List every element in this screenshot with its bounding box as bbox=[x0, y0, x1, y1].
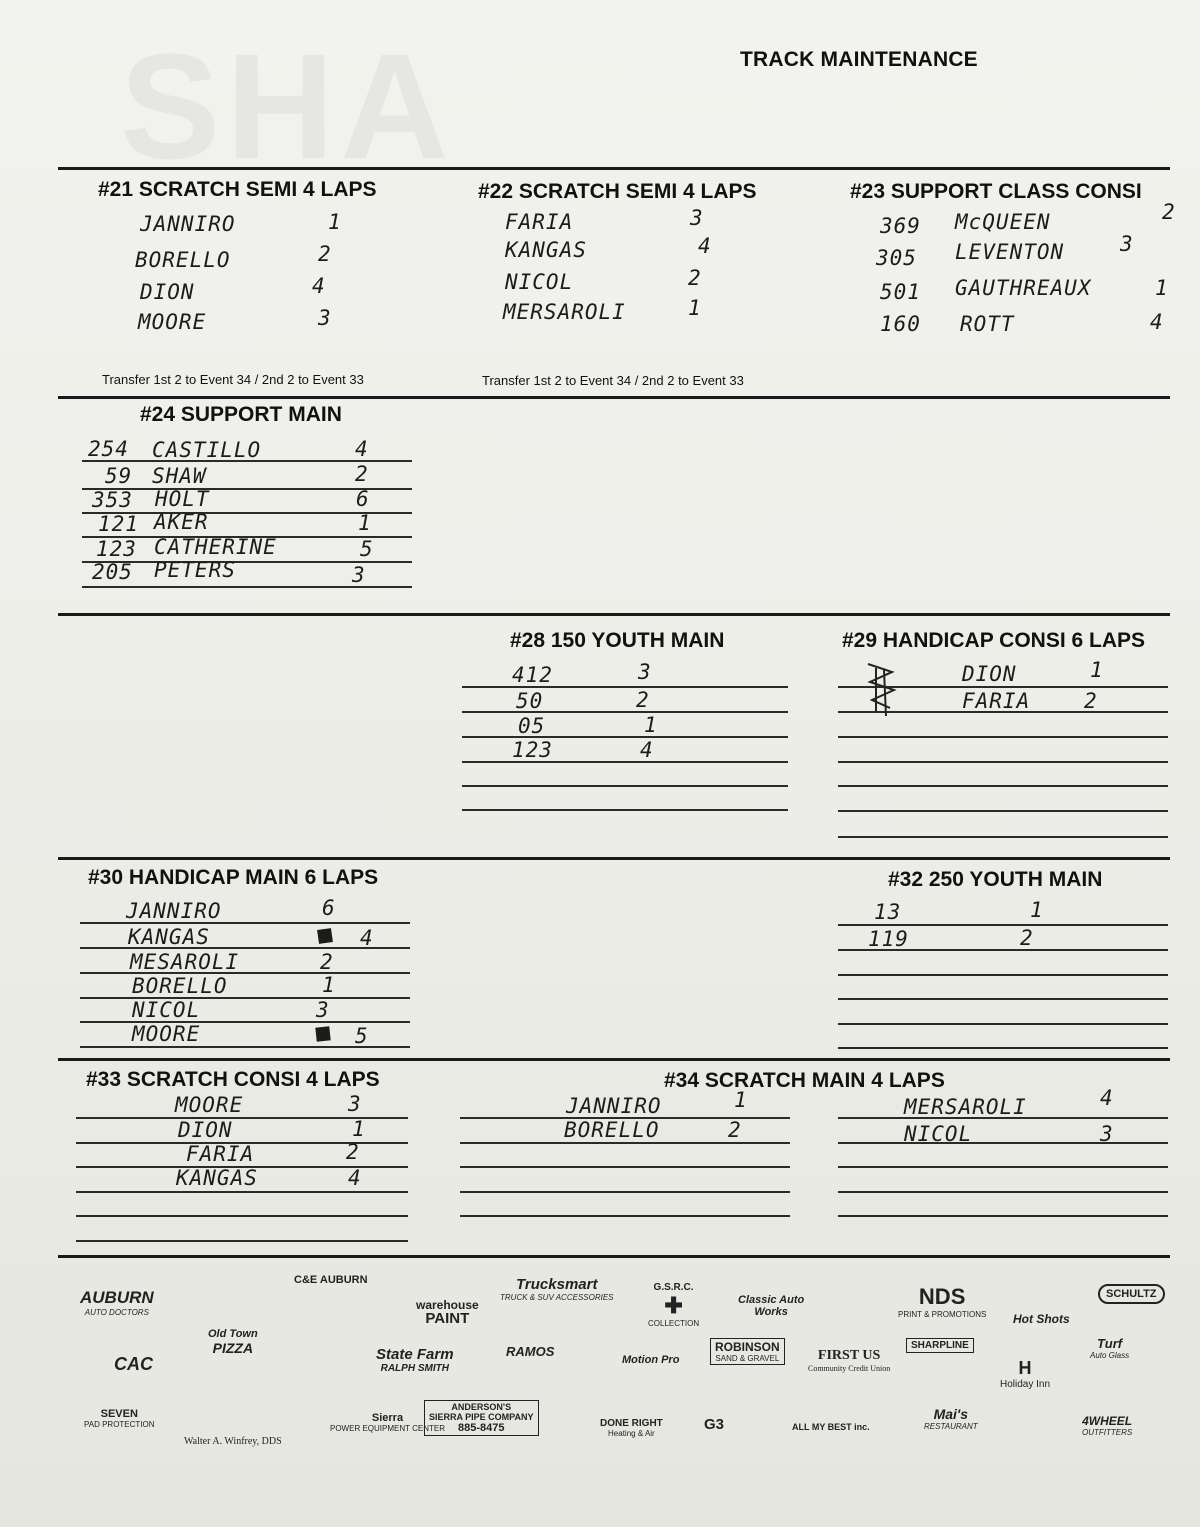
entry-name: FARIA bbox=[962, 689, 1031, 713]
schultz-logo: SCHULTZ bbox=[1098, 1284, 1165, 1304]
entry-position: 2 bbox=[688, 266, 702, 290]
entry-position: 6 bbox=[356, 487, 370, 511]
entry-name: MESAROLI bbox=[130, 950, 240, 974]
entry-name: LEVENTON bbox=[955, 240, 1065, 264]
nds-logo: NDS PRINT & PROMOTIONS bbox=[898, 1284, 987, 1319]
entry-position: 3 bbox=[1100, 1122, 1114, 1146]
entry-position: 1 bbox=[358, 511, 372, 535]
entry-number: 123 bbox=[512, 738, 553, 762]
entry-number: 123 bbox=[96, 537, 137, 561]
entry-name: KANGAS bbox=[128, 925, 210, 949]
g3-logo: G3 bbox=[704, 1416, 725, 1433]
ce-auburn-logo: C&E AUBURN bbox=[294, 1274, 368, 1286]
mais-restaurant-logo: Mai's RESTAURANT bbox=[924, 1406, 978, 1431]
entry-name: ROTT bbox=[960, 312, 1015, 336]
entry-name: McQUEEN bbox=[955, 210, 1051, 234]
entry-number: 205 bbox=[92, 560, 133, 584]
entry-name: CATHERINE bbox=[154, 535, 277, 559]
entry-name: MOORE bbox=[132, 1022, 201, 1046]
strikeout-mark bbox=[315, 1026, 330, 1041]
entry-position: 4 bbox=[312, 274, 326, 298]
motion-pro-logo: Motion Pro bbox=[622, 1354, 680, 1366]
entry-position: 2 bbox=[1084, 689, 1098, 713]
entry-position: 1 bbox=[328, 210, 342, 234]
entry-name: PETERS bbox=[154, 558, 236, 582]
write-line bbox=[462, 711, 788, 713]
sierra-power-logo: Sierra POWER EQUIPMENT CENTER bbox=[330, 1412, 445, 1433]
entry-number: 412 bbox=[512, 663, 553, 687]
classic-auto-works-logo: Classic Auto Works bbox=[738, 1294, 805, 1318]
entry-position: 4 bbox=[698, 234, 712, 258]
entry-name: DION bbox=[962, 662, 1017, 686]
entry-position: 6 bbox=[322, 896, 336, 920]
sponsor-logos bbox=[58, 1262, 1170, 1502]
strikeout-mark bbox=[317, 928, 333, 944]
transfer-note: Transfer 1st 2 to Event 34 / 2nd 2 to Event 33 bbox=[102, 372, 364, 387]
event-30-heading: #30 HANDICAP MAIN 6 LAPS bbox=[88, 866, 379, 889]
entry-name: NICOL bbox=[132, 998, 201, 1022]
entry-position: 1 bbox=[1090, 658, 1104, 682]
section-rule bbox=[58, 396, 1170, 399]
entry-name: JANNIRO bbox=[126, 899, 222, 923]
entry-number: 353 bbox=[92, 488, 133, 512]
entry-name: BORELLO bbox=[132, 974, 228, 998]
section-rule bbox=[58, 613, 1170, 616]
event-23-heading: #23 SUPPORT CLASS CONSI bbox=[850, 180, 1142, 203]
entry-position: 4 bbox=[355, 437, 369, 461]
entry-position: 2 bbox=[636, 688, 650, 712]
entry-position: 3 bbox=[638, 660, 652, 684]
first-us-logo: FIRST US Community Credit Union bbox=[808, 1348, 891, 1373]
section-rule bbox=[58, 1255, 1170, 1258]
write-line bbox=[838, 1047, 1168, 1049]
event-28-heading: #28 150 YOUTH MAIN bbox=[510, 629, 725, 652]
entry-name: KANGAS bbox=[176, 1166, 258, 1190]
state-farm-logo: State Farm RALPH SMITH bbox=[376, 1346, 454, 1374]
write-line bbox=[838, 998, 1168, 1000]
write-line bbox=[462, 686, 788, 688]
transfer-note: Transfer 1st 2 to Event 34 / 2nd 2 to Event 33 bbox=[482, 373, 744, 388]
entry-name: BORELLO bbox=[135, 248, 231, 272]
write-line bbox=[838, 1215, 1168, 1217]
old-town-pizza-logo: Old Town PIZZA bbox=[208, 1328, 258, 1356]
ramos-logo: RAMOS bbox=[506, 1344, 555, 1359]
entry-name: BORELLO bbox=[564, 1118, 660, 1142]
entry-position: 4 bbox=[1150, 310, 1164, 334]
entry-number: 305 bbox=[876, 246, 917, 270]
entry-name: KANGAS bbox=[505, 238, 587, 262]
cac-logo: CAC bbox=[114, 1354, 153, 1374]
entry-position: 3 bbox=[690, 206, 704, 230]
entry-name: MERSAROLI bbox=[503, 300, 626, 324]
write-line bbox=[460, 1142, 790, 1144]
entry-position: 4 bbox=[1100, 1086, 1114, 1110]
write-line bbox=[460, 1166, 790, 1168]
entry-position: 1 bbox=[688, 296, 702, 320]
entry-position: 2 bbox=[346, 1140, 360, 1164]
entry-position: 1 bbox=[1030, 898, 1044, 922]
entry-name: JANNIRO bbox=[566, 1094, 662, 1118]
write-line bbox=[838, 1142, 1168, 1144]
entry-position: 1 bbox=[734, 1088, 748, 1112]
entry-position: 5 bbox=[355, 1024, 369, 1048]
write-line bbox=[462, 761, 788, 763]
entry-number: 119 bbox=[868, 927, 909, 951]
write-line bbox=[838, 1166, 1168, 1168]
write-line bbox=[838, 924, 1168, 926]
entry-name: NICOL bbox=[904, 1122, 973, 1146]
entry-position: 1 bbox=[352, 1117, 366, 1141]
entry-number: 50 bbox=[516, 689, 544, 713]
event-24-heading: #24 SUPPORT MAIN bbox=[140, 403, 342, 426]
entry-name: HOLT bbox=[155, 487, 210, 511]
entry-name: CASTILLO bbox=[152, 438, 262, 462]
write-line bbox=[838, 974, 1168, 976]
entry-name: SHAW bbox=[152, 464, 207, 488]
entry-position: 3 bbox=[1120, 232, 1134, 256]
entry-position: 3 bbox=[318, 306, 332, 330]
write-line bbox=[76, 1240, 408, 1242]
write-line bbox=[76, 1191, 408, 1193]
write-line bbox=[838, 761, 1168, 763]
entry-number: 254 bbox=[88, 437, 129, 461]
entry-name: MOORE bbox=[138, 310, 207, 334]
entry-number: 160 bbox=[880, 312, 921, 336]
section-rule bbox=[58, 167, 1170, 170]
entry-position: 2 bbox=[1020, 926, 1034, 950]
page-title: TRACK MAINTENANCE bbox=[740, 48, 978, 71]
entry-number: 369 bbox=[880, 214, 921, 238]
entry-position: 3 bbox=[352, 563, 366, 587]
event-29-heading: #29 HANDICAP CONSI 6 LAPS bbox=[842, 629, 1146, 652]
entry-name: JANNIRO bbox=[140, 212, 236, 236]
write-line bbox=[838, 836, 1168, 838]
hot-shots-logo: Hot Shots bbox=[1013, 1312, 1070, 1326]
entry-position: 2 bbox=[355, 462, 369, 486]
sharpline-logo: SHARPLINE bbox=[906, 1338, 974, 1353]
write-line bbox=[462, 809, 788, 811]
section-rule bbox=[58, 857, 1170, 860]
write-line bbox=[80, 997, 410, 999]
auburn-logo: AUBURN AUTO DOCTORS bbox=[80, 1288, 154, 1317]
section-rule bbox=[58, 1058, 1170, 1061]
entry-name: FARIA bbox=[505, 210, 574, 234]
event-32-heading: #32 250 YOUTH MAIN bbox=[888, 868, 1103, 891]
event-33-heading: #33 SCRATCH CONSI 4 LAPS bbox=[86, 1068, 380, 1091]
entry-position: 1 bbox=[1155, 276, 1169, 300]
write-line bbox=[460, 1191, 790, 1193]
trucksmart-logo: Trucksmart TRUCK & SUV ACCESSORIES bbox=[500, 1276, 614, 1302]
event-21-heading: #21 SCRATCH SEMI 4 LAPS bbox=[98, 178, 377, 201]
andersons-sierra-pipe-logo: ANDERSON'S SIERRA PIPE COMPANY 885-8475 bbox=[424, 1400, 539, 1436]
entry-position: 3 bbox=[348, 1092, 362, 1116]
entry-name: GAUTHREAUX bbox=[955, 276, 1092, 300]
entry-position: 4 bbox=[360, 926, 374, 950]
seven-logo: SEVEN PAD PROTECTION bbox=[84, 1408, 155, 1429]
entry-position: 1 bbox=[322, 973, 336, 997]
turf-auto-glass-logo: Turf Auto Glass bbox=[1090, 1336, 1130, 1360]
entry-position: 5 bbox=[360, 537, 374, 561]
gsrc-logo: G.S.R.C. ✚ COLLECTION bbox=[648, 1282, 700, 1328]
write-line bbox=[838, 810, 1168, 812]
entry-name: FARIA bbox=[186, 1142, 255, 1166]
event-22-heading: #22 SCRATCH SEMI 4 LAPS bbox=[478, 180, 757, 203]
entry-name: DION bbox=[140, 280, 195, 304]
write-line bbox=[838, 785, 1168, 787]
write-line bbox=[80, 1021, 410, 1023]
entry-position: 1 bbox=[644, 713, 658, 737]
write-line bbox=[838, 1191, 1168, 1193]
entry-number: 501 bbox=[880, 280, 921, 304]
write-line bbox=[460, 1215, 790, 1217]
entry-name: DION bbox=[178, 1118, 233, 1142]
entry-name: AKER bbox=[154, 510, 209, 534]
entry-position: 4 bbox=[640, 738, 654, 762]
robinson-logo: ROBINSON SAND & GRAVEL bbox=[710, 1338, 785, 1365]
write-line bbox=[838, 1023, 1168, 1025]
scribble-mark-icon bbox=[862, 660, 902, 720]
holiday-inn-logo: H Holiday Inn bbox=[1000, 1358, 1051, 1390]
entry-number: 05 bbox=[518, 714, 546, 738]
write-line bbox=[838, 736, 1168, 738]
write-line bbox=[76, 1215, 408, 1217]
entry-number: 59 bbox=[105, 464, 133, 488]
done-right-logo: DONE RIGHT Heating & Air bbox=[600, 1418, 663, 1438]
event-34-heading: #34 SCRATCH MAIN 4 LAPS bbox=[664, 1069, 945, 1092]
entry-position: 2 bbox=[318, 242, 332, 266]
entry-number: 121 bbox=[98, 512, 139, 536]
entry-name: MOORE bbox=[175, 1093, 244, 1117]
all-my-best-logo: ALL MY BEST inc. bbox=[792, 1422, 870, 1432]
4wheel-outfitters-logo: 4WHEEL OUTFITTERS bbox=[1082, 1414, 1133, 1437]
winfrey-dds-logo: Walter A. Winfrey, DDS bbox=[184, 1436, 282, 1447]
entry-position: 3 bbox=[316, 998, 330, 1022]
entry-position: 2 bbox=[728, 1118, 742, 1142]
entry-name: NICOL bbox=[505, 270, 574, 294]
write-line bbox=[462, 736, 788, 738]
entry-name: MERSAROLI bbox=[904, 1095, 1027, 1119]
write-line bbox=[462, 785, 788, 787]
entry-position: 2 bbox=[320, 950, 334, 974]
entry-position: 4 bbox=[348, 1166, 362, 1190]
entry-number: 13 bbox=[874, 900, 902, 924]
warehouse-paint-logo: warehouse PAINT bbox=[416, 1298, 479, 1327]
entry-position: 2 bbox=[1162, 200, 1176, 224]
